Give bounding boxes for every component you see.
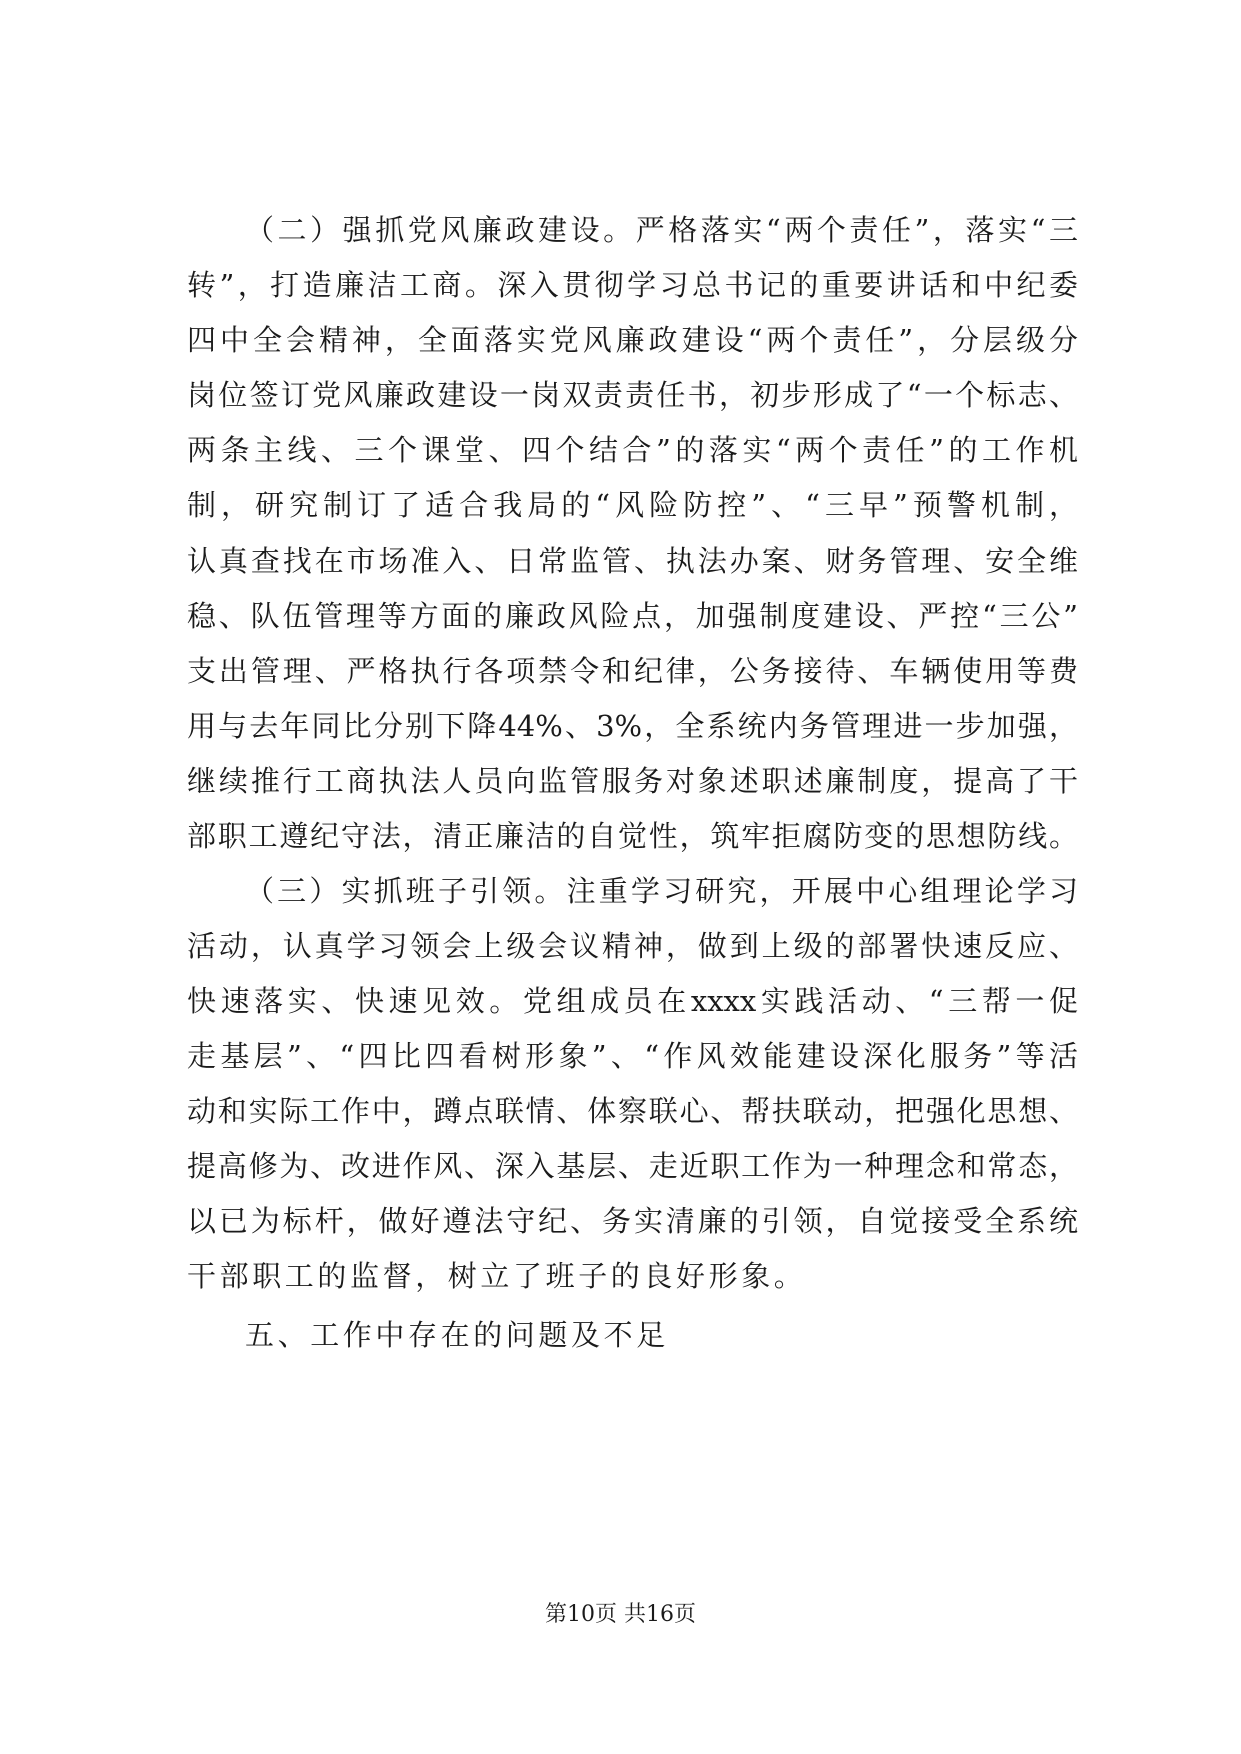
paragraph-2-line-4: 岗位签订党风廉政建设一岗双责责任书，初步形成了“一个标志、 [187, 378, 1078, 412]
paragraph-2-line-1: （二）强抓党风廉政建设。严格落实“两个责任”，落实“三 [245, 213, 1078, 247]
paragraph-3-line-4: 走基层”、“四比四看树形象”、“作风效能建设深化服务”等活 [187, 1039, 1078, 1073]
paragraph-2-line-7: 认真查找在市场准入、日常监管、执法办案、财务管理、安全维 [187, 544, 1078, 578]
page-number-footer: 第10页 共16页 [545, 1602, 696, 1627]
paragraph-2-line-3: 四中全会精神，全面落实党风廉政建设“两个责任”，分层级分 [187, 323, 1078, 357]
paragraph-2-line-2: 转”，打造廉洁工商。深入贯彻学习总书记的重要讲话和中纪委 [187, 268, 1078, 302]
paragraph-3-line-5: 动和实际工作中，蹲点联情、体察联心、帮扶联动，把强化思想、 [187, 1094, 1078, 1128]
paragraph-2-line-10: 用与去年同比分别下降44%、3%，全系统内务管理进一步加强， [187, 709, 1078, 743]
paragraph-3-line-1: （三）实抓班子引领。注重学习研究，开展中心组理论学习 [245, 874, 1078, 908]
paragraph-2-line-9: 支出管理、严格执行各项禁令和纪律，公务接待、车辆使用等费 [187, 654, 1078, 688]
paragraph-2-line-5: 两条主线、三个课堂、四个结合”的落实“两个责任”的工作机 [187, 433, 1078, 467]
paragraph-3-line-7: 以已为标杆，做好遵法守纪、务实清廉的引领，自觉接受全系统 [187, 1204, 1078, 1238]
paragraph-2-line-8: 稳、队伍管理等方面的廉政风险点，加强制度建设、严控“三公” [187, 599, 1078, 633]
paragraph-2-line-6: 制，研究制订了适合我局的“风险防控”、“三早”预警机制， [187, 488, 1078, 522]
section-heading: 五、工作中存在的问题及不足 [245, 1318, 669, 1352]
paragraph-3-line-6: 提高修为、改进作风、深入基层、走近职工作为一种理念和常态， [187, 1149, 1078, 1183]
paragraph-2-line-12: 部职工遵纪守法，清正廉洁的自觉性，筑牢拒腐防变的思想防线。 [187, 819, 1078, 853]
paragraph-3-line-3: 快速落实、快速见效。党组成员在xxxx实践活动、“三帮一促 [187, 984, 1078, 1018]
paragraph-2-line-11: 继续推行工商执法人员向监管服务对象述职述廉制度，提高了干 [187, 764, 1078, 798]
paragraph-3-line-8: 干部职工的监督，树立了班子的良好形象。 [187, 1259, 807, 1293]
paragraph-3-line-2: 活动，认真学习领会上级会议精神，做到上级的部署快速反应、 [187, 929, 1078, 963]
